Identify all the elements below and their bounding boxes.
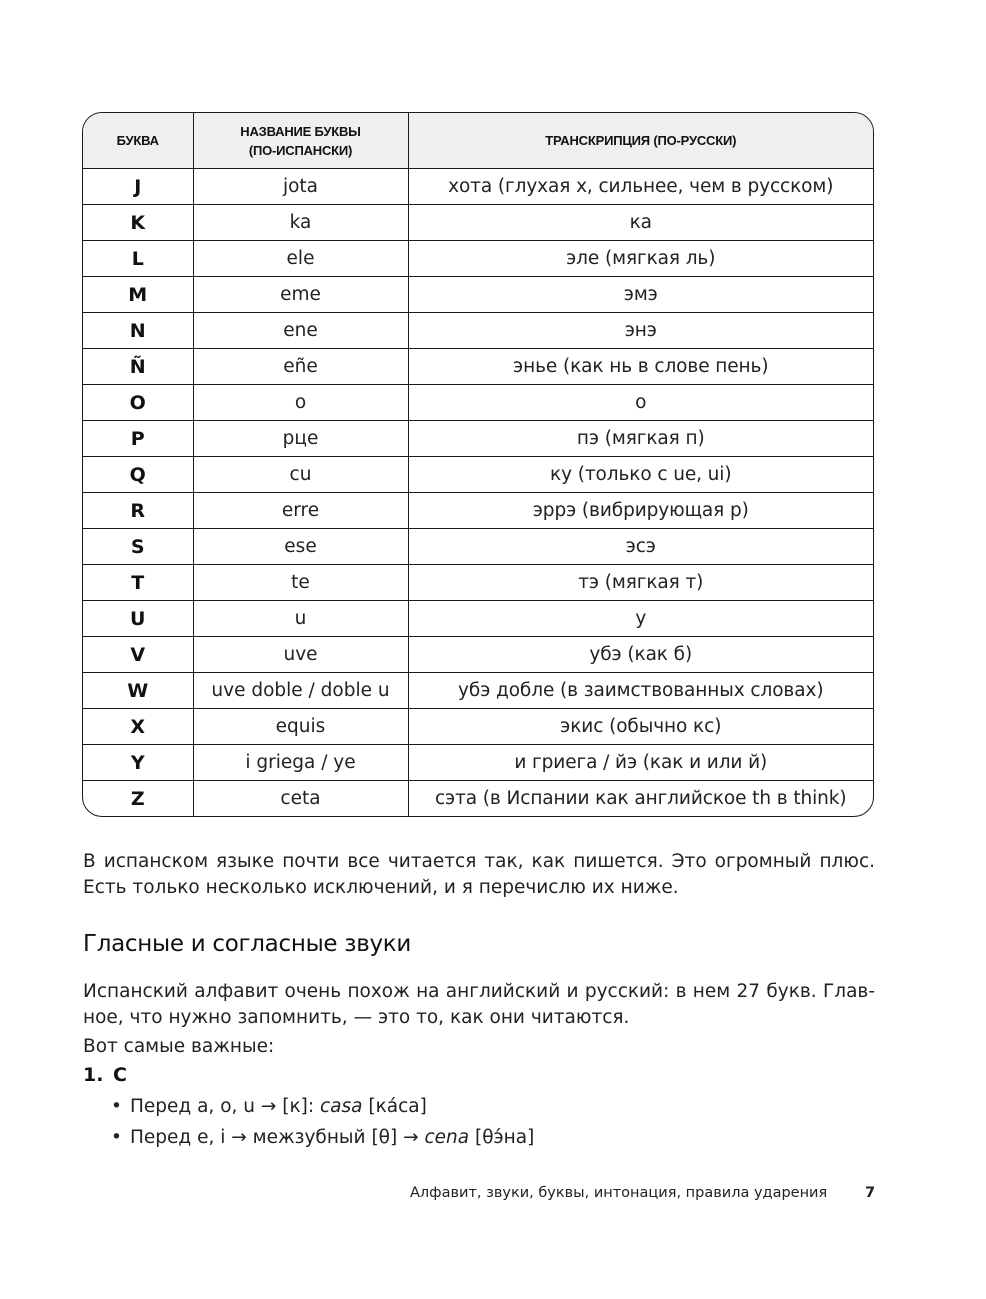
letter-cell: Z [83,781,193,817]
transcription-cell: убэ (как б) [408,637,873,673]
alphabet-paragraph: Испанский алфавит очень похож на английский и русский: в нем 27 букв. Главное, что нужно запомнить, — это то, как они читаются. [83,981,875,1028]
bullet-item [111,1127,534,1148]
transcription-cell: убэ добле (в заимствованных словах) [408,673,873,709]
letter-cell: O [83,385,193,421]
table-row [83,781,873,817]
bullet-example: casa [319,1096,363,1117]
name-cell: u [193,601,408,637]
transcription-cell: ку (только с ue, ui) [408,457,873,493]
bullet-suffix: [ка́са] [362,1096,427,1117]
header-name [193,113,408,169]
name-cell: ka [193,205,408,241]
name-cell: uve [193,637,408,673]
alphabet-table-grid [83,113,873,816]
bullet-dot: • [111,1096,122,1117]
transcription-cell: эсэ [408,529,873,565]
name-cell: cu [193,457,408,493]
bullet-dot: • [111,1127,122,1148]
letter-cell: Y [83,745,193,781]
transcription-cell: хота (глухая х, сильнее, чем в русском) [408,169,873,205]
name-cell: ceta [193,781,408,817]
running-title: Алфавит, звуки, буквы, интонация, правила ударения [410,1185,828,1201]
letter-cell: M [83,277,193,313]
table-row [83,349,873,385]
table-row [83,529,873,565]
letter-cell: Ñ [83,349,193,385]
letter-cell: X [83,709,193,745]
table-header-row [83,113,873,169]
bullet-suffix: [θэ́на] [469,1127,535,1148]
transcription-cell: эмэ [408,277,873,313]
table-row [83,277,873,313]
table-row [83,673,873,709]
table-row [83,205,873,241]
letter-cell: Q [83,457,193,493]
table-row [83,709,873,745]
name-cell: o [193,385,408,421]
table-row [83,241,873,277]
bullet-prefix: Перед a, o, u → [к]: [130,1096,320,1117]
name-cell: ele [193,241,408,277]
letter-cell: T [83,565,193,601]
letter-cell: W [83,673,193,709]
name-cell: pце [193,421,408,457]
letter-cell: L [83,241,193,277]
bullet-item [111,1096,427,1117]
letter-cell: J [83,169,193,205]
letter-cell: V [83,637,193,673]
name-cell: erre [193,493,408,529]
header-letter: БУКВА [83,113,193,169]
letter-cell: S [83,529,193,565]
name-cell: ene [193,313,408,349]
transcription-cell: экис (обычно кс) [408,709,873,745]
name-cell: i griega / ye [193,745,408,781]
name-cell: jota [193,169,408,205]
transcription-cell: и гриега / йэ (как и или й) [408,745,873,781]
table-body [83,169,873,817]
numbered-item [83,1064,127,1086]
list-title: C [113,1064,127,1086]
table-row [83,565,873,601]
name-cell: equis [193,709,408,745]
transcription-cell: ка [408,205,873,241]
header-transcription: ТРАНСКРИПЦИЯ (ПО-РУССКИ) [408,113,873,169]
transcription-cell: эррэ (вибрирующая р) [408,493,873,529]
header-name-line1: НАЗВАНИЕ БУКВЫ [240,123,361,139]
transcription-cell: энэ [408,313,873,349]
intro-paragraph: В испанском языке почти все читается так, как пишется. Это огромный плюс. Есть только несколько исключений, и я перечислю их ниже. [83,851,875,898]
list-number: 1. [83,1064,104,1086]
table-row [83,637,873,673]
transcription-cell: тэ (мягкая т) [408,565,873,601]
alphabet-table [82,112,874,817]
letter-cell: U [83,601,193,637]
transcription-cell: о [408,385,873,421]
table-row [83,457,873,493]
letter-cell: K [83,205,193,241]
table-row [83,313,873,349]
table-row [83,601,873,637]
bullet-prefix: Перед e, i → межзубный [θ] → [130,1127,425,1148]
table-row [83,385,873,421]
table-row [83,169,873,205]
name-cell: eñe [193,349,408,385]
header-name-line2: (ПО-ИСПАНСКИ) [248,142,353,158]
transcription-cell: у [408,601,873,637]
page-number: 7 [865,1185,876,1201]
name-cell: uve doble / doble u [193,673,408,709]
important-list-intro: Вот самые важные: [83,1036,275,1057]
transcription-cell: эле (мягкая ль) [408,241,873,277]
transcription-cell: сэта (в Испании как английское th в think) [434,788,847,809]
letter-cell: R [83,493,193,529]
table-row [83,745,873,781]
table-row [83,493,873,529]
transcription-cell: энье (как нь в слове пень) [408,349,873,385]
section-heading: Гласные и согласные звуки [83,931,412,957]
name-cell: eme [193,277,408,313]
name-cell: ese [193,529,408,565]
bullet-example: cena [424,1127,470,1148]
table-row [83,421,873,457]
letter-cell: N [83,313,193,349]
transcription-cell: пэ (мягкая п) [408,421,873,457]
name-cell: te [193,565,408,601]
letter-cell: P [83,421,193,457]
